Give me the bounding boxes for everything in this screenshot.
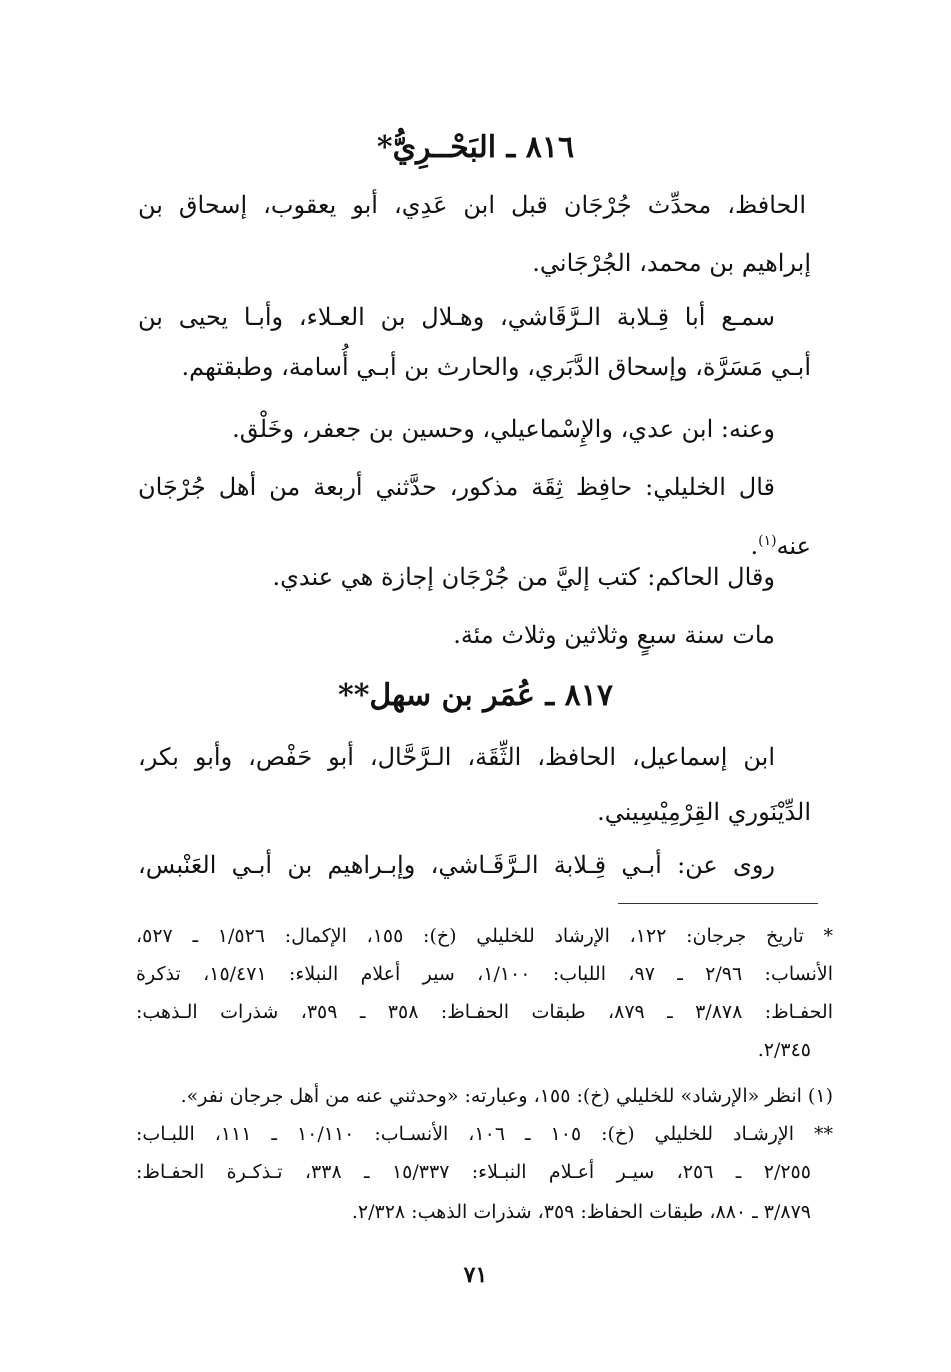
- footnote-star1-line-3: الحفـاظ: ٣/٨٧٨ ـ ٨٧٩، طبقات الحفـاظ: ٣٥٨ ـ ٣٥٩، شذرات الـذهب:: [136, 1001, 833, 1023]
- entry816-death: مات سنة سبعٍ وثلاثين وثلاث مئة.: [453, 621, 775, 649]
- footnote-star1-line-1: * تاريخ جرجان: ١٢٢، الإرشاد للخليلي (خ): ١٥٥، الإكمال: ١/٥٢٦ ـ ٥٢٧،: [136, 925, 833, 947]
- footnote-star1-line-4: ٢/٣٤٥.: [757, 1039, 811, 1061]
- entry816-hakim: وقال الحاكم: كتب إليَّ من جُرْجَان إجازة هي عندي.: [272, 563, 775, 591]
- entry816-students: وعنه: ابن عدي، والإِسْماعيلي، وحسين بن جعفر، وخَلْق.: [232, 415, 775, 443]
- entry817-bio-line-1: ابن إسماعيل، الحافظ، الثِّقَة، الـرَّحَّال، أبو حَفْص، وأبو بكر،: [138, 743, 775, 771]
- entry816-bio-line-2: إبراهيم بن محمد، الجُرْجَاني.: [532, 249, 811, 277]
- entry817-teachers-line-1: روى عن: أبـي قِـلابة الـرَّقَـاشي، وإبـراهيم بن أبـي العَنْبس،: [138, 851, 775, 879]
- entry816-teachers-line-1: سمـع أبا قِـلابة الـرَّقَاشي، وهـلال بن العـلاء، وأبـا يحيى بن: [138, 303, 776, 331]
- entry-heading-817: ٨١٧ ـ عُمَر بن سهل**: [338, 678, 613, 713]
- footnote-star2-line-3: ٣/٨٧٩ ـ ٨٨٠، طبقات الحفاظ: ٣٥٩، شذرات الذهب: ٢/٣٢٨.: [351, 1201, 811, 1223]
- entry816-bio-line-1: الحافظ، محدِّث جُرْجَان قبل ابن عَدِي، أبو يعقوب، إسحاق بن: [138, 191, 806, 219]
- entry-heading-816: ٨١٦ ـ البَحْــرِيُّ*: [376, 130, 575, 165]
- entry816-khalili-word: عنه: [776, 532, 811, 560]
- footnote-1: (١) انظر «الإرشاد» للخليلي (خ): ١٥٥، وعبارته: «وحدثني عنه من أهل جرجان نفر».: [180, 1085, 833, 1107]
- page-number: ٧١: [463, 1262, 488, 1288]
- entry816-khalili-line-1: قال الخليلي: حافِظ ثِقَة مذكور، حدَّثني أربعة من أهل جُرْجَان: [138, 473, 775, 501]
- footnote-star1-line-2: الأنساب: ٢/٩٦ ـ ٩٧، اللباب: ١/١٠٠، سير أعلام النبلاء: ١٥/٤٧١، تذكرة: [136, 963, 833, 985]
- footnote-ref-1[interactable]: (١): [758, 533, 777, 549]
- entry816-khalili-end: .: [750, 532, 759, 560]
- footnote-divider: [618, 903, 818, 904]
- entry817-bio-line-2: الدِّيْنَوري القِرْمِيْسِيني.: [597, 798, 811, 826]
- entry816-teachers-line-2: أبـي مَسَرَّة، وإسحاق الدَّبَري، والحارث بن أبـي أُسامة، وطبقتهم.: [181, 353, 811, 381]
- footnote-star2-line-2: ٢/٢٥٥ ـ ٢٥٦، سيـر أعـلام النبـلاء: ١٥/٣٣٧ ـ ٣٣٨، تـذكـرة الحفـاظ:: [136, 1161, 811, 1183]
- entry816-khalili-line-2: [750, 524, 811, 563]
- footnote-star2-line-1: ** الإرشـاد للخليلي (خ): ١٠٥ ـ ١٠٦، الأنسـاب: ١٠/١١٠ ـ ١١١، اللبـاب:: [136, 1123, 833, 1145]
